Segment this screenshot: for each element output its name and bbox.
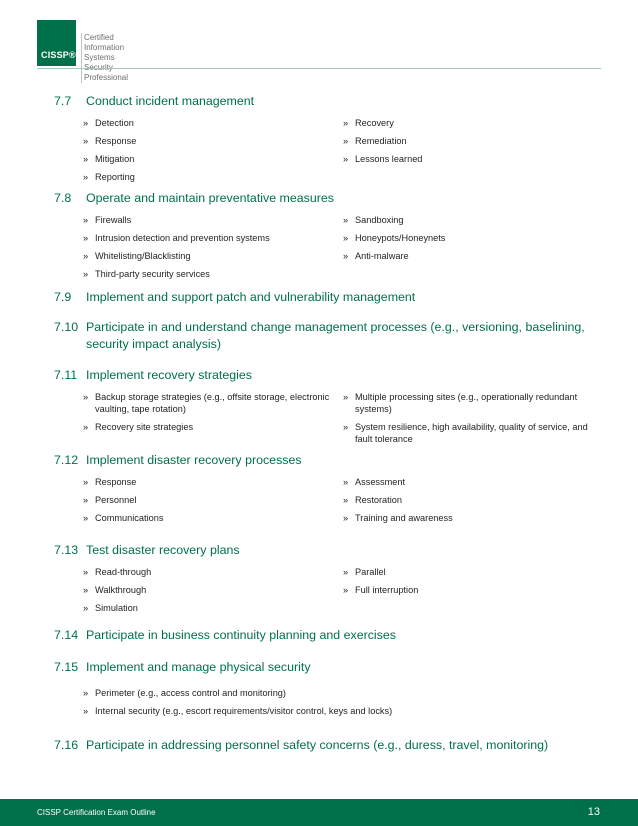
bullet-chevron-icon: » [83, 477, 89, 487]
bullet-chevron-icon: » [83, 495, 89, 505]
bullet-chevron-icon: » [343, 392, 349, 402]
list-item: » Walkthrough [83, 585, 147, 595]
section-title: Operate and maintain preventative measures [86, 191, 334, 205]
bullet-chevron-icon: » [343, 118, 349, 128]
list-item: » Detection [83, 118, 134, 128]
list-item: » Backup storage strategies (e.g., offsite storage, electronic vaulting, tape rotation) [83, 392, 330, 414]
footer-title: CISSP Certification Exam Outline [37, 808, 156, 817]
section-number: 7.14 [54, 628, 79, 642]
section-7-12 [54, 452, 614, 530]
section-heading [54, 190, 614, 207]
section-title: Implement disaster recovery processes [86, 453, 302, 467]
section-heading [54, 627, 614, 644]
bullet-chevron-icon: » [83, 215, 89, 225]
section-7-10 [54, 319, 614, 353]
bullet-chevron-icon: » [343, 251, 349, 261]
section-heading [54, 659, 614, 676]
section-number: 7.11 [54, 368, 78, 382]
logo-subtitle [81, 33, 128, 83]
section-number: 7.15 [54, 660, 79, 674]
list-item: » Firewalls [83, 215, 132, 225]
list-item: » Read-through [83, 567, 152, 577]
bullet-list [83, 117, 614, 189]
list-item: » Honeypots/Honeynets [343, 233, 446, 243]
section-heading [54, 319, 614, 353]
bullet-chevron-icon: » [343, 477, 349, 487]
list-item: » Communications [83, 513, 164, 523]
header-divider [37, 68, 601, 69]
section-7-9 [54, 289, 614, 306]
section-number: 7.7 [54, 94, 72, 108]
list-item: » Internal security (e.g., escort requirements/visitor control, keys and locks) [83, 706, 393, 716]
section-7-14 [54, 627, 614, 644]
section-number: 7.16 [54, 738, 79, 752]
bullet-chevron-icon: » [83, 154, 89, 164]
bullet-chevron-icon: » [83, 233, 89, 243]
bullet-chevron-icon: » [83, 269, 89, 279]
list-item: » Anti-malware [343, 251, 409, 261]
section-title: Implement recovery strategies [86, 368, 252, 382]
bullet-list [83, 214, 614, 286]
list-item: » Intrusion detection and prevention systems [83, 233, 270, 243]
bullet-chevron-icon: » [343, 567, 349, 577]
list-item: » Remediation [343, 136, 407, 146]
section-title: Participate in business continuity planning and exercises [86, 628, 396, 642]
list-item: » Training and awareness [343, 513, 453, 523]
bullet-chevron-icon: » [343, 233, 349, 243]
bullet-list [83, 566, 614, 620]
bullet-chevron-icon: » [83, 118, 89, 128]
section-title: Participate in and understand change management processes (e.g., versioning, baselining, security impact analysis) [86, 320, 585, 351]
list-item: » Recovery [343, 118, 394, 128]
list-item: » Third-party security services [83, 269, 210, 279]
section-title: Participate in addressing personnel safety concerns (e.g., duress, travel, monitoring) [86, 738, 549, 752]
bullet-chevron-icon: » [343, 215, 349, 225]
bullet-list [83, 391, 614, 451]
list-item: » System resilience, high availability, quality of service, and fault tolerance [343, 422, 588, 444]
list-item: » Full interruption [343, 585, 419, 595]
bullet-chevron-icon: » [83, 136, 89, 146]
list-item: » Parallel [343, 567, 386, 577]
logo-subtitle-line2: Systems Professional [84, 53, 129, 82]
list-item: » Response [83, 477, 137, 487]
section-heading [54, 542, 614, 559]
section-title: Conduct incident management [86, 94, 255, 108]
list-item: » Reporting [83, 172, 135, 182]
bullet-chevron-icon: » [83, 422, 89, 432]
section-7-11 [54, 367, 614, 451]
section-number: 7.9 [54, 290, 72, 304]
section-heading [54, 737, 614, 754]
section-heading [54, 367, 614, 384]
bullet-chevron-icon: » [343, 585, 349, 595]
list-item: » Multiple processing sites (e.g., operationally redundant systems) [343, 392, 578, 414]
section-7-13 [54, 542, 614, 620]
bullet-chevron-icon: » [83, 706, 89, 716]
list-item: » Perimeter (e.g., access control and monitoring) [83, 688, 286, 698]
bullet-chevron-icon: » [83, 567, 89, 577]
bullet-chevron-icon: » [343, 495, 349, 505]
section-7-16 [54, 737, 614, 754]
section-number: 7.8 [54, 191, 72, 205]
list-item: » Sandboxing [343, 215, 404, 225]
section-heading [54, 289, 614, 306]
list-item: » Recovery site strategies [83, 421, 343, 445]
section-number: 7.13 [54, 543, 79, 557]
bullet-chevron-icon: » [83, 688, 89, 698]
list-item: » Lessons learned [343, 154, 423, 164]
section-number: 7.12 [54, 453, 79, 467]
section-7-7 [54, 93, 614, 189]
bullet-chevron-icon: » [343, 136, 349, 146]
section-7-15 [54, 659, 614, 723]
bullet-chevron-icon: » [83, 251, 89, 261]
list-item: » Simulation [83, 603, 138, 613]
list-item: » Restoration [343, 495, 402, 505]
section-title: Implement and manage physical security [86, 660, 311, 674]
list-item: » Mitigation [83, 154, 135, 164]
bullet-chevron-icon: » [83, 603, 89, 613]
page-number: 13 [587, 806, 600, 818]
footer-bar [0, 799, 638, 826]
bullet-list [83, 687, 614, 723]
section-7-8 [54, 190, 614, 286]
bullet-chevron-icon: » [343, 513, 349, 523]
bullet-chevron-icon: » [83, 513, 89, 523]
section-title: Implement and support patch and vulnerability management [86, 290, 416, 304]
section-heading [54, 452, 614, 469]
bullet-chevron-icon: » [83, 172, 89, 182]
list-item: » Assessment [343, 477, 406, 487]
list-item: » Personnel [83, 495, 137, 505]
bullet-chevron-icon: » [83, 585, 89, 595]
list-item: » Response [83, 136, 137, 146]
section-title: Test disaster recovery plans [86, 543, 240, 557]
bullet-chevron-icon: » [343, 422, 349, 432]
bullet-list [83, 476, 614, 530]
section-number: 7.10 [54, 320, 79, 334]
bullet-chevron-icon: » [343, 154, 349, 164]
cissp-logo [37, 20, 76, 66]
bullet-chevron-icon: » [83, 392, 89, 402]
logo-subtitle-line1: Certified Information [84, 33, 125, 52]
outline-content [54, 93, 614, 754]
list-item: » Whitelisting/Blacklisting [83, 251, 191, 261]
section-heading [54, 93, 614, 110]
logo-text: CISSP® [41, 50, 76, 60]
